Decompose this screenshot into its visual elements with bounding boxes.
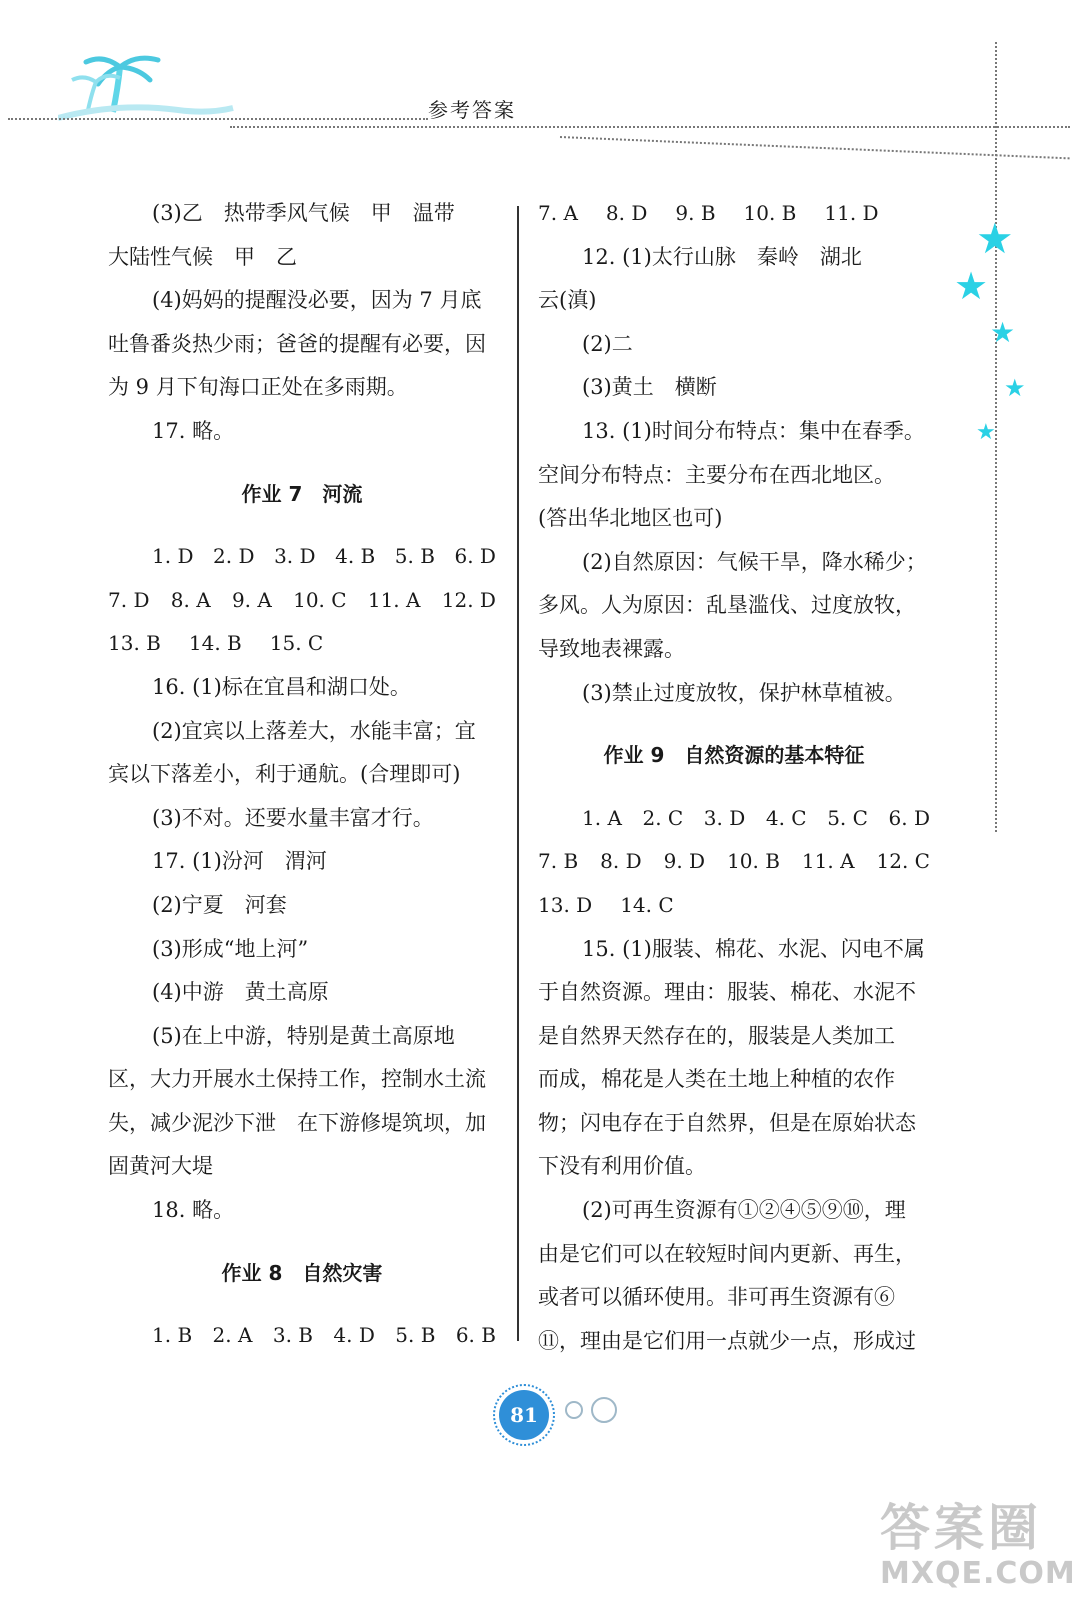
section-heading: 作业 7 河流 [241,481,363,506]
answer-item: 14. B [188,631,242,656]
answer-line: ⑪，理由是它们用一点就少一点，形成过 [538,1328,916,1353]
answer-line: (2)自然原因：气候干旱，降水稀少； [582,549,927,574]
star-icon: ★ [976,214,1014,263]
answer-row [108,535,496,579]
answer-line: 物；闪电存在于自然界，但是在原始状态 [538,1110,916,1135]
answer-row [108,1314,496,1358]
answer-line: (2)可再生资源有①②④⑤⑨⑩，理 [582,1198,906,1223]
answer-line: (3)乙 热带季风气候 甲 温带 [152,201,455,225]
answer-line: (2)宁夏 河套 [152,892,287,917]
watermark-url: MXQE.COM [880,1556,1076,1591]
answer-item: 3. B [272,1323,313,1348]
answer-line: (3)形成“地上河” [152,936,309,961]
answer-item: 5. B [395,1323,436,1348]
answer-item: 13. D [538,892,593,917]
answer-item: 3. D [703,805,746,830]
answer-line: 云(滇) [538,288,597,313]
answer-item: 10. C [293,587,347,612]
answer-item: 2. A [212,1323,253,1348]
answer-item: 4. D [333,1323,375,1348]
answer-item: 2. D [213,544,255,569]
answer-item: 1. D [152,544,194,569]
right-answer-column [538,192,930,1363]
star-icon: ★ [976,420,996,445]
answer-line: (答出华北地区也可) [538,506,723,531]
answer-line: (5)在上中游，特别是黄土高原地 [152,1023,455,1048]
answer-row [538,884,930,928]
circle-decoration-icon [591,1397,617,1423]
answer-line: (3)黄土 横断 [582,375,717,400]
answer-line: 由是它们可以在较短时间内更新、再生， [538,1241,916,1266]
column-divider [517,206,519,1341]
answer-item: 14. C [620,892,674,917]
answer-item: 7. D [108,587,150,612]
page-number: 81 [499,1390,549,1440]
answer-item: 10. B [727,849,780,874]
answer-line: 18. 略。 [152,1198,235,1223]
answer-line: 17. (1)汾河 渭河 [152,849,327,874]
answer-row [108,579,496,623]
header-dotted-line-2 [230,126,1070,128]
answer-line: (4)妈妈的提醒没必要，因为 7 月底 [152,288,482,313]
answer-line: (4)中游 黄土高原 [152,980,329,1005]
watermark [880,1500,1076,1591]
answer-line: (2)二 [582,331,633,356]
answer-item: 12. C [876,849,930,874]
answer-item: 3. D [274,544,316,569]
answer-line: 是自然界天然存在的，服装是人类加工 [538,1023,895,1048]
answer-item: 2. C [642,805,684,830]
page-header-title: 参考答案 [428,98,516,122]
answer-item: 11. D [824,201,879,225]
answer-row [108,622,496,666]
answer-item: 8. D [600,849,642,874]
answer-line: 为 9 月下旬海口正处在多雨期。 [108,375,408,400]
answer-item: 11. A [801,849,855,874]
star-icon: ★ [990,316,1016,349]
answer-line: 而成，棉花是人类在土地上种植的农作 [538,1067,895,1092]
answer-item: 9. D [663,849,706,874]
answer-item: 11. A [367,587,421,612]
answer-item: 7. A [538,201,578,225]
section-heading: 作业 8 自然灾害 [221,1260,383,1285]
answer-line: 或者可以循环使用。非可再生资源有⑥ [538,1285,895,1310]
answer-item: 9. A [231,587,272,612]
header-dotted-line [8,118,428,120]
answer-row [538,797,930,841]
answer-item: 9. B [675,201,716,225]
answer-item: 4. B [335,544,376,569]
answer-line: 多风。人为原因：乱垦滥伐、过度放牧， [538,593,916,618]
answer-line: 大陆性气候 甲 乙 [108,244,297,269]
answer-line: (2)宜宾以上落差大，水能丰富；宜 [152,718,476,743]
header-dotted-line-3 [560,136,1070,159]
circle-decoration-icon [565,1401,583,1419]
answer-item: 5. C [827,805,868,830]
answer-row [538,192,930,236]
palm-tree-logo [58,52,248,124]
section-heading: 作业 9 自然资源的基本特征 [603,743,865,768]
answer-item: 5. B [394,544,435,569]
answer-line: (3)禁止过度放牧，保护林草植被。 [582,680,906,705]
answer-item: 6. D [888,805,930,830]
answer-item: 6. B [455,1323,496,1348]
answer-line: 16. (1)标在宜昌和湖口处。 [152,674,411,699]
answer-line: 失，减少泥沙下泄 在下游修堤筑坝，加 [108,1110,486,1135]
answer-line: (3)不对。还要水量丰富才行。 [152,805,434,830]
answer-item: 10. B [743,201,797,225]
answer-line: 固黄河大堤 [108,1154,213,1179]
answer-item: 7. B [538,849,579,874]
answer-row [538,840,930,884]
answer-line: 15. (1)服装、棉花、水泥、闪电不属 [582,936,925,961]
answer-line: 空间分布特点：主要分布在西北地区。 [538,462,895,487]
answer-line: 宾以下落差小，利于通航。(合理即可) [108,762,461,787]
answer-item: 1. A [582,805,622,830]
answer-line: 13. (1)时间分布特点：集中在春季。 [582,418,925,443]
star-icon: ★ [1004,374,1026,402]
answer-item: 8. A [170,587,211,612]
answer-item: 8. D [605,201,648,225]
left-answer-column [108,192,496,1358]
answer-item: 12. D [441,587,496,612]
answer-line: 区，大力开展水土保持工作，控制水土流 [108,1067,486,1092]
answer-item: 15. C [269,631,324,656]
answer-line: 于自然资源。理由：服装、棉花、水泥不 [538,980,916,1005]
answer-item: 13. B [108,631,161,656]
answer-item: 4. C [765,805,807,830]
answer-line: 17. 略。 [152,418,235,443]
answer-line: 下没有利用价值。 [538,1154,706,1179]
watermark-logo-text: 答案圈 [880,1499,1042,1557]
answer-line: 吐鲁番炎热少雨；爸爸的提醒有必要，因 [108,331,486,356]
answer-item: 6. D [454,544,496,569]
answer-item: 1. B [152,1323,193,1348]
answer-line: 12. (1)太行山脉 秦岭 湖北 [582,244,862,269]
answer-line: 导致地表裸露。 [538,636,685,661]
star-icon: ★ [954,264,989,308]
